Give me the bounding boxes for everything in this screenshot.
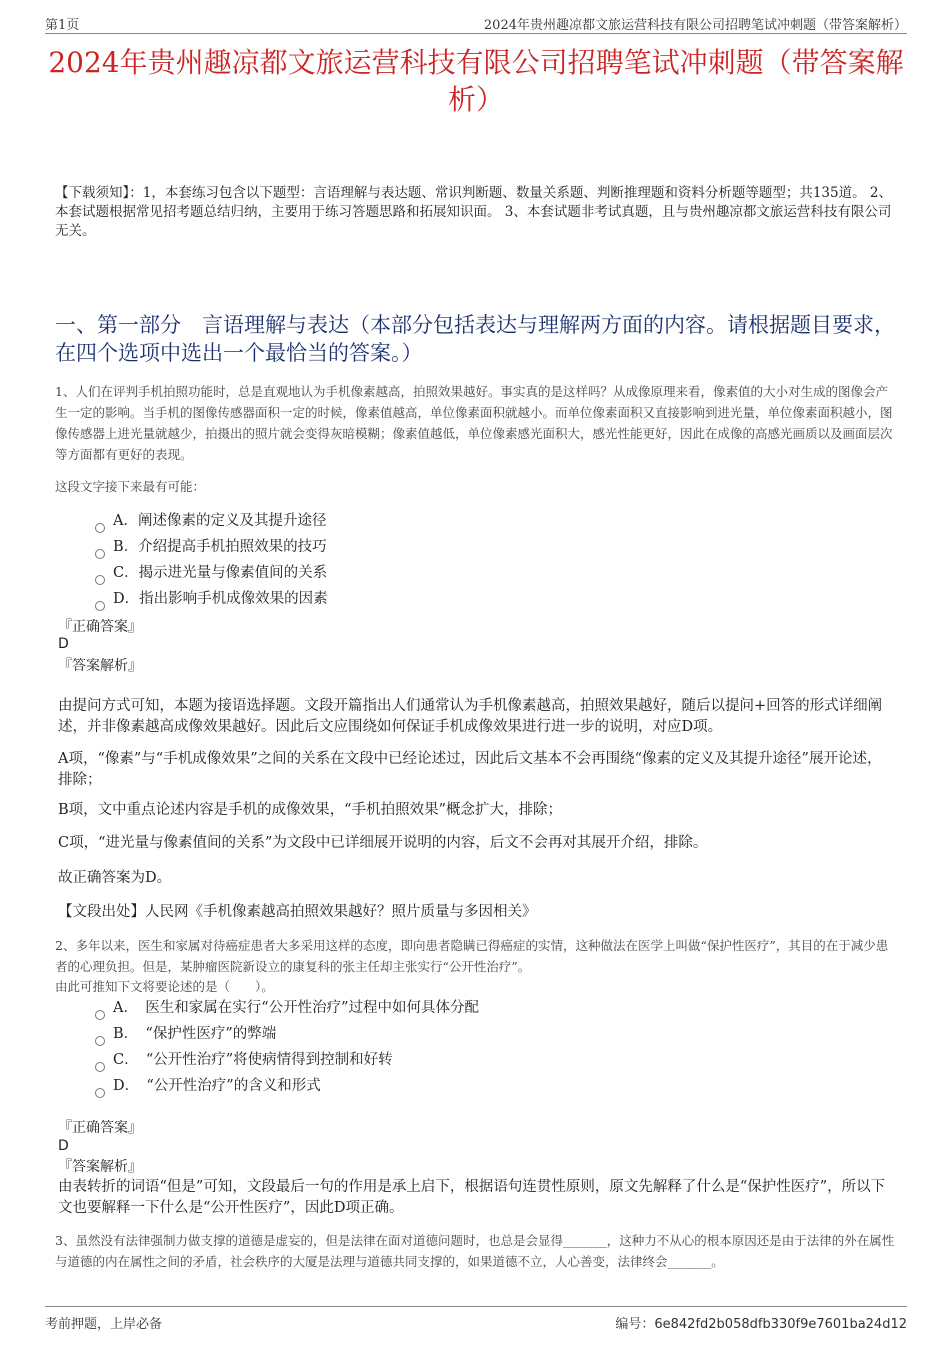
analysis-paragraph: C项，“进光量与像素值间的关系”为文段中已详细展开说明的内容，后文不会再对其展开介绍，排除。	[58, 835, 708, 851]
question-2-stem: 2、多年以来，医生和家属对待癌症患者大多采用这样的态度，即向患者隐瞒已得癌症的实情，这种做法在医学上叫做“保护性医疗”，其目的在于减少患者的心理负担。但是，某肿瘤医院新设立的康复科的张主任却主张实行“公开性治疗”。	[55, 938, 889, 974]
radio-icon[interactable]	[95, 549, 105, 559]
analysis-paragraph: B项，文中重点论述内容是手机的成像效果，“手机拍照效果”概念扩大，排除；	[58, 802, 562, 818]
footer-divider	[45, 1306, 907, 1307]
header-divider	[45, 33, 907, 34]
radio-icon[interactable]	[95, 1010, 105, 1020]
analysis-paragraph: 由表转折的词语“但是”可知，文段最后一句的作用是承上启下，根据语句连贯性原则，原文先解释了什么是“保护性医疗”，所以下文也要解释一下什么是“公开性医疗”，因此D项正确。	[58, 1179, 886, 1216]
page-number: 第1页	[45, 18, 80, 33]
radio-icon[interactable]	[95, 523, 105, 533]
question-1-option-d[interactable]: D．指出影响手机成像效果的因素	[95, 589, 328, 609]
question-2-option-d[interactable]: D． “公开性治疗”的含义和形式	[95, 1076, 321, 1096]
footer-slogan: 考前押题，上岸必备	[45, 1317, 163, 1332]
analysis-label: 『答案解析』	[58, 1159, 142, 1175]
question-3-stem: 3、虽然没有法律强制力做支撑的道德是虚妄的，但是法律在面对道德问题时，也总是会显得_______，这种力不从心的根本原因还是由于法律的外在属性与道德的内在属性之间的矛盾，社会秩序的大厦是法理与道德共同支撑的，如果道德不立，人心善变，法律终会_______。	[55, 1233, 895, 1269]
correct-answer-label: 『正确答案』	[58, 619, 142, 635]
question-1-prompt: 这段文字接下来最有可能：	[55, 479, 206, 494]
question-2-option-c[interactable]: C． “公开性治疗”将使病情得到控制和好转	[95, 1050, 393, 1070]
question-2-prompt: 由此可推知下文将要论述的是（ ）。	[55, 979, 274, 994]
analysis-paragraph: 故正确答案为D。	[58, 870, 172, 886]
correct-answer: D	[58, 636, 69, 652]
correct-answer: D	[58, 1138, 69, 1154]
question-1-stem: 1、人们在评判手机拍照功能时，总是直观地认为手机像素越高，拍照效果越好。事实真的是这样吗？从成像原理来看，像素值的大小对生成的图像会产生一定的影响。当手机的图像传感器面积一定的时候，像素值越高，单位像素面积就越小。而单位像素面积又直接影响到进光量，单位像素面积越小，图像传感器上进光量就越少，拍摄出的照片就会变得灰暗模糊；像素值越低，单位像素感光面积大，感光性能更好，因此在成像的高感光画质以及画面层次等方面都有更好的表现。	[55, 384, 893, 462]
question-2-option-a[interactable]: A． 医生和家属在实行“公开性治疗”过程中如何具体分配	[95, 998, 479, 1018]
radio-icon[interactable]	[95, 1062, 105, 1072]
question-1-option-b[interactable]: B．介绍提高手机拍照效果的技巧	[95, 537, 327, 557]
radio-icon[interactable]	[95, 601, 105, 611]
section-heading: 一、第一部分 言语理解与表达（本部分包括表达与理解两方面的内容。请根据题目要求，在四个选项中选出一个最恰当的答案。）	[55, 313, 895, 365]
document-code: 编号：6e842fd2b058dfb330f9e7601ba24d12	[615, 1317, 907, 1332]
correct-answer-label: 『正确答案』	[58, 1120, 142, 1136]
document-title: 2024年贵州趣凉都文旅运营科技有限公司招聘笔试冲刺题（带答案解析）	[48, 46, 904, 116]
source-citation: 【文段出处】人民网《手机像素越高拍照效果越好？照片质量与多因相关》	[58, 904, 537, 920]
radio-icon[interactable]	[95, 575, 105, 585]
radio-icon[interactable]	[95, 1088, 105, 1098]
analysis-paragraph: A项，“像素”与“手机成像效果”之间的关系在文段中已经论述过，因此后文基本不会再围绕“像素的定义及其提升途径”展开论述，排除；	[58, 751, 882, 788]
question-1-option-a[interactable]: A．阐述像素的定义及其提升途径	[95, 511, 326, 531]
running-header-title: 2024年贵州趣凉都文旅运营科技有限公司招聘笔试冲刺题（带答案解析）	[483, 18, 907, 33]
download-notice: 【下载须知】：1，本套练习包含以下题型：言语理解与表达题、常识判断题、数量关系题、判断推理题和资料分析题等题型；共135道。 2、本套试题根据常见招考题总结归纳，主要用于练习答题思路和拓展知识面。 3、本套试题非考试真题，且与贵州趣凉都文旅运营科技有限公司无关。	[55, 185, 892, 239]
question-1-option-c[interactable]: C．揭示进光量与像素值间的关系	[95, 563, 327, 583]
radio-icon[interactable]	[95, 1036, 105, 1046]
analysis-paragraph: 由提问方式可知，本题为接语选择题。文段开篇指出人们通常认为手机像素越高，拍照效果越好，随后以提问+回答的形式详细阐述，并非像素越高成像效果越好。因此后文应围绕如何保证手机成像效果进行进一步的说明，对应D项。	[58, 698, 883, 735]
question-2-option-b[interactable]: B． “保护性医疗”的弊端	[95, 1024, 276, 1044]
analysis-label: 『答案解析』	[58, 658, 142, 674]
